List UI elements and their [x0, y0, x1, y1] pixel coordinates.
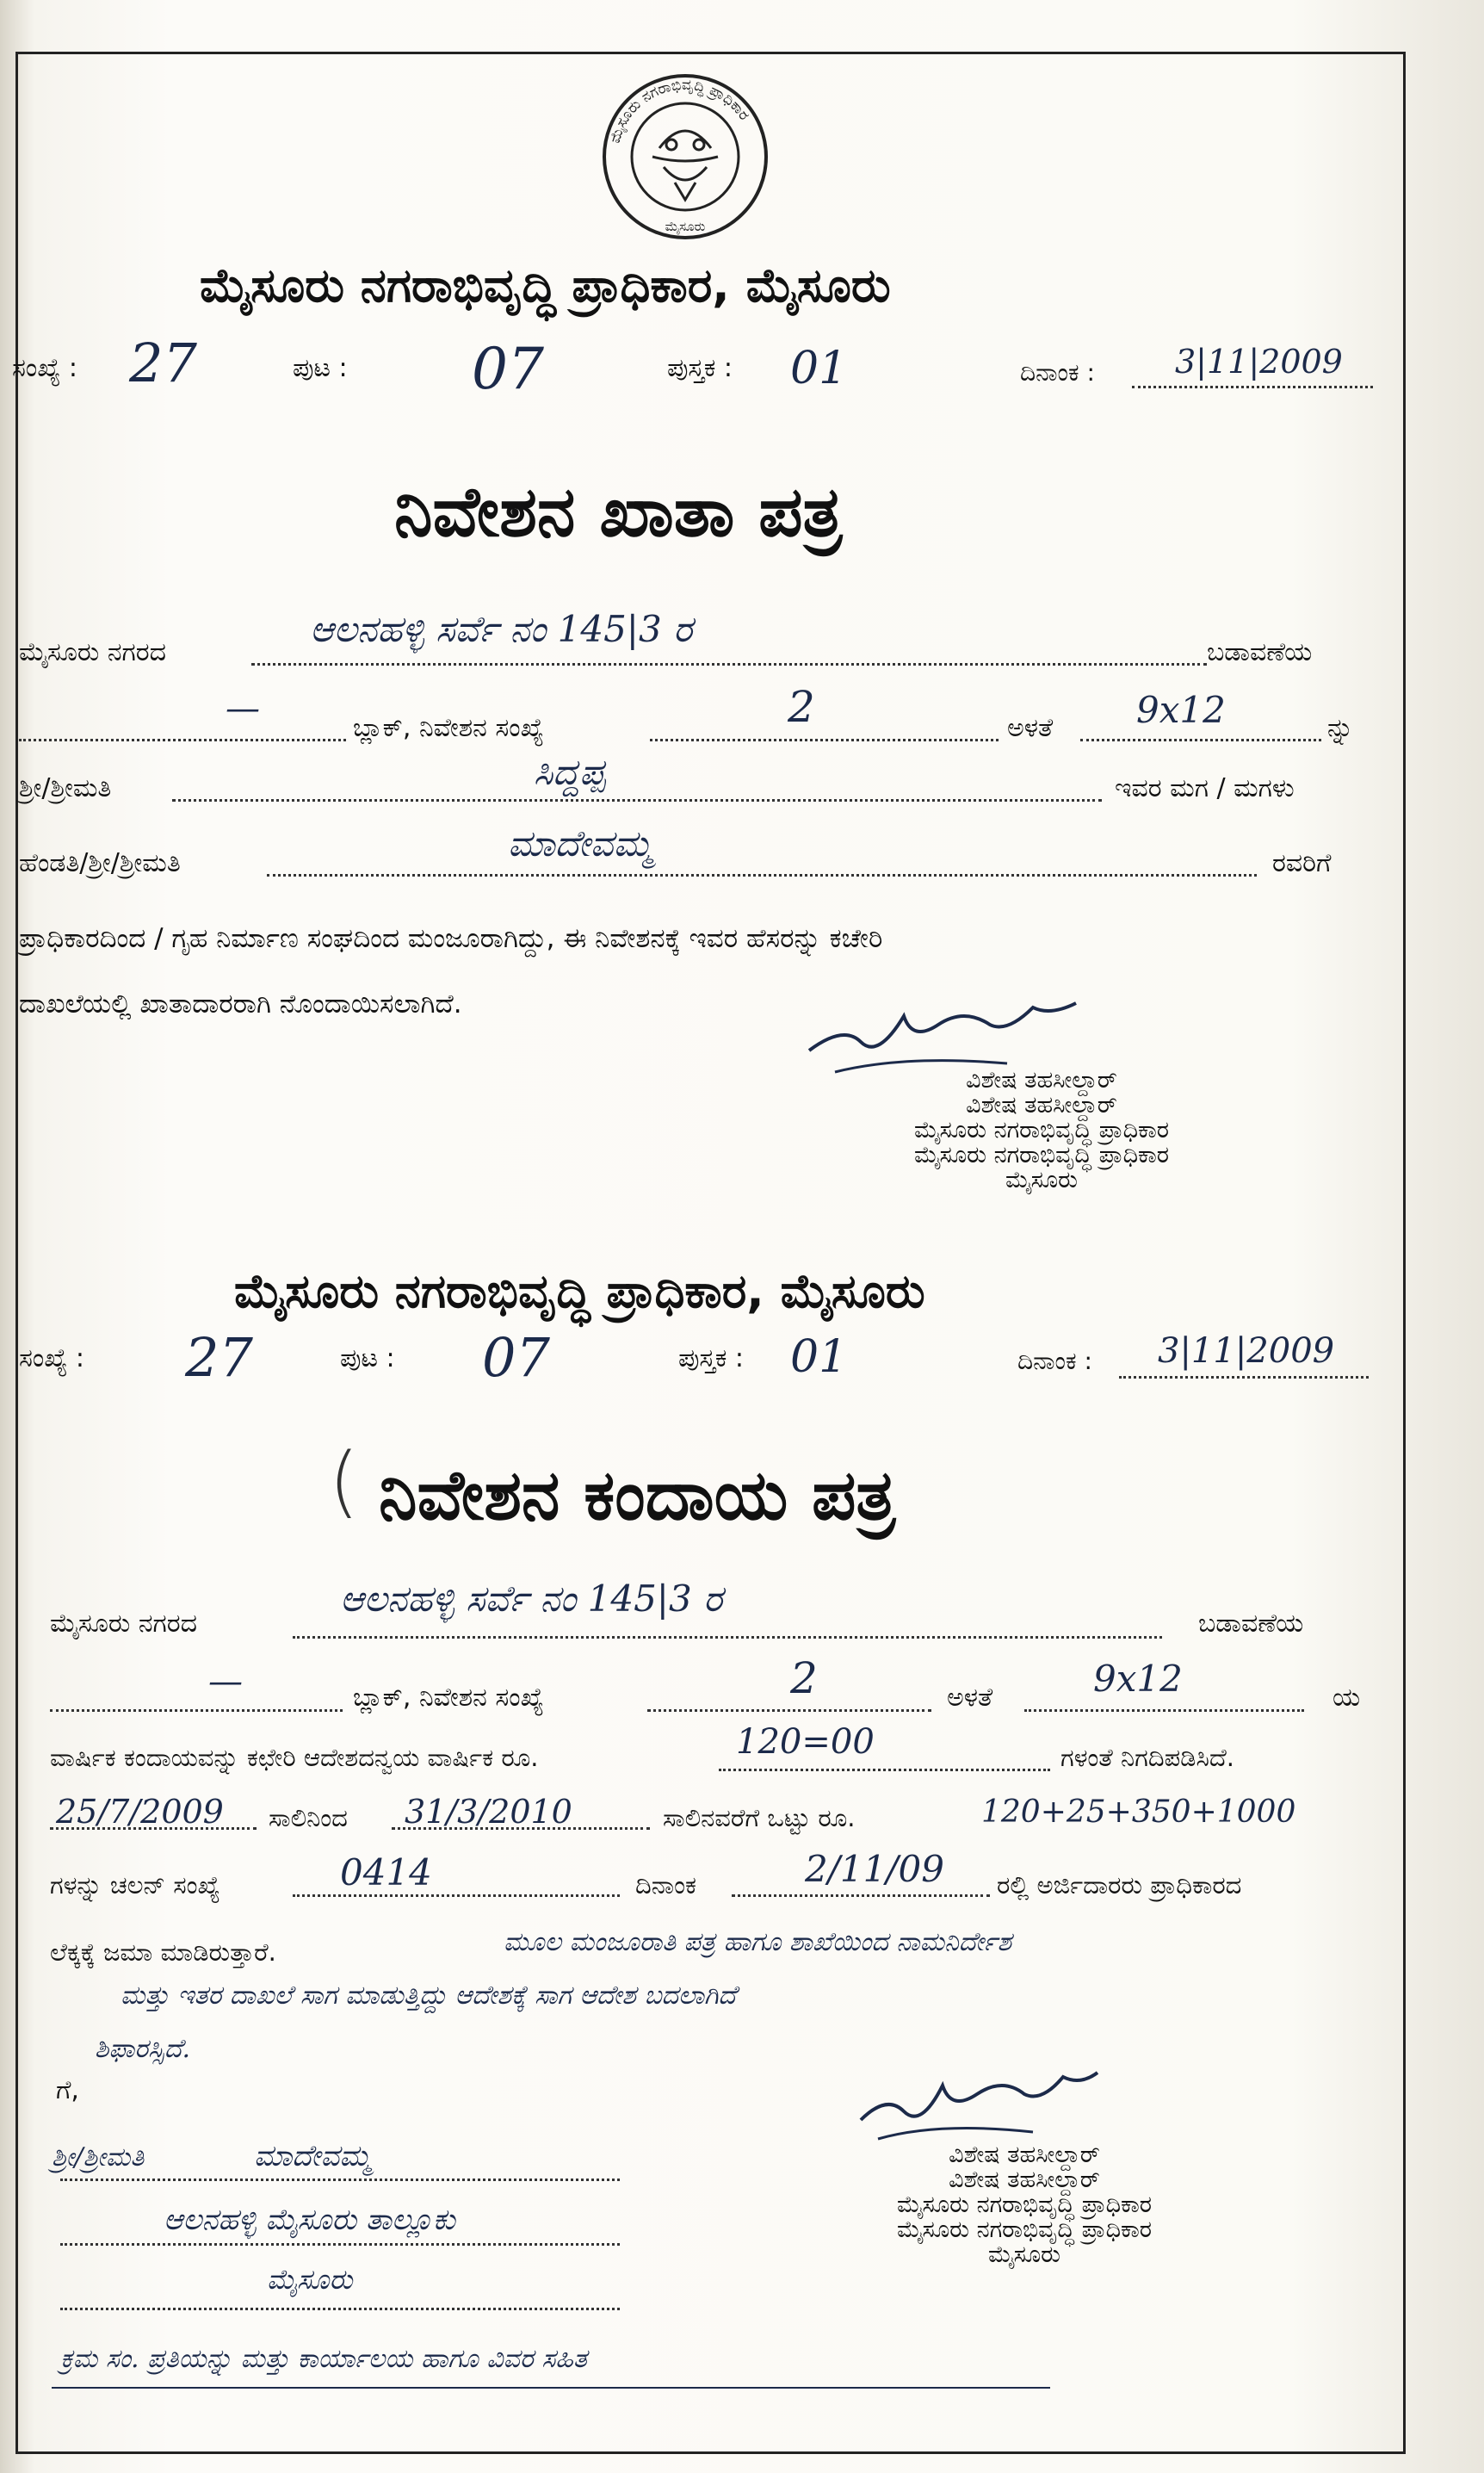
khata-city-label: ಮೈಸೂರು ನಗರದ: [19, 637, 167, 667]
kandaya-book-value: 01: [790, 1331, 848, 1383]
kandaya-page-label: ಪುಟ :: [340, 1343, 395, 1373]
kandaya-layout-value: ಆಲನಹಳ್ಳಿ ಸರ್ವೆ ನಂ 145|3 ರ: [340, 1577, 723, 1620]
kandaya-to-prefix: ಗೆ,: [56, 2075, 79, 2105]
document-page: ಮೈಸೂರು ನಗರಾಭಿವೃದ್ಧಿ ಪ್ರಾಧಿಕಾರ ಮೈಸೂರು ಮೈಸೂರು ನಗರಾಭಿವೃದ್ಧಿ ಪ್ರಾಧಿಕಾರ, ಮೈಸೂರು ಸಂಖ್ಯೆ : 27 ಪುಟ : 07 ಪುಸ್ತಕ : 01 ದಿನಾಂಕ : 3|11|2009 ನಿವೇಶನ ಖಾತಾ ಪತ್ರ ಮೈಸೂರು ನಗರದ ಆಲನಹಳ್ಳಿ ಸರ್ವೆ ನಂ 145|3 ರ ಬಡಾವಣೆಯ — ಬ್ಲಾಕ್, ನಿವೇಶನ ಸಂಖ್ಯೆ 2 ಅಳತೆ 9x12 ನ್ನು ಶ್ರೀ/ಶ್ರೀಮತಿ ಸಿದ್ದಪ್ಪ ಇವರ ಮಗ / ಮಗಳು ಹೆಂಡತಿ/ಶ್ರೀ/ಶ್ರೀಮತಿ ಮಾದೇವಮ್ಮ ರವರಿಗೆ ಪ್ರಾಧಿಕಾರದಿಂದ / ಗೃಹ ನಿರ್ಮಾಣ ಸಂಘದಿಂದ ಮಂಜೂರಾಗಿದ್ದು, ಈ ನಿವೇಶನಕ್ಕೆ ಇವರ ಹೆಸರನ್ನು ಕಚೇರಿ ದಾಖಲೆಯಲ್ಲಿ ಖಾತಾದಾರರಾಗಿ ನೊಂದಾಯಿಸಲಾಗಿದೆ. ವಿಶೇಷ ತಹಸೀಲ್ದಾರ್ ವಿಶೇಷ ತಹಸೀಲ್ದಾರ್ ಮೈಸೂರು ನಗರಾಭಿವೃದ್ಧಿ ಪ್ರಾಧಿಕಾರ ಮೈಸೂರು ನಗರಾಭಿವೃದ್ಧಿ ಪ್ರಾಧಿಕಾರ ಮೈಸೂರು ಮೈಸೂರು ನಗರಾಭಿವೃದ್ಧಿ ಪ್ರಾಧಿಕಾರ, ಮೈಸೂರು ಸಂಖ್ಯೆ : 27 ಪುಟ : 07 ಪುಸ್ತಕ : 01 ದಿನಾಂಕ : 3|11|2009 ( ನಿವೇಶನ ಕಂದಾಯ ಪತ್ರ ಮೈಸೂರು ನಗರದ ಆಲನಹಳ್ಳಿ ಸರ್ವೆ ನಂ 145|3 ರ ಬಡಾವಣೆಯ — ಬ್ಲಾಕ್, ನಿವೇಶನ ಸಂಖ್ಯೆ 2 ಅಳತೆ 9x12 ಯ ವಾರ್ಷಿಕ ಕಂದಾಯವನ್ನು ಕಛೇರಿ ಆದೇಶದನ್ವಯ ವಾರ್ಷಿಕ ರೂ. 120=00 ಗಳಂತೆ ನಿಗದಿಪಡಿಸಿದೆ. 25/7/2009 ಸಾಲಿನಿಂದ 31/3/2010 ಸಾಲಿನವರೆಗೆ ಒಟ್ಟು ರೂ. 120+25+350+1000 ಗಳನ್ನು ಚಲನ್ ಸಂಖ್ಯೆ 0414 ದಿನಾಂಕ 2/11/09 ರಲ್ಲಿ ಅರ್ಜಿದಾರರು ಪ್ರಾಧಿಕಾರದ ಲೆಕ್ಕಕ್ಕೆ ಜಮಾ ಮಾಡಿರುತ್ತಾರೆ. ಮೂಲ ಮಂಜೂರಾತಿ ಪತ್ರ ಹಾಗೂ ಶಾಖೆಯಿಂದ ನಾಮನಿರ್ದೇಶ ಮತ್ತು ಇತರ ದಾಖಲೆ ಸಾಗ ಮಾಡುತ್ತಿದ್ದು ಆದೇಶಕ್ಕೆ ಸಾಗ ಆದೇಶ ಬದಲಾಗಿದೆ ಶಿಫಾರಸ್ಸಿದೆ. ಗೆ, ಶ್ರೀ/ಶ್ರೀಮತಿ ಮಾದೇವಮ್ಮ ಆಲನಹಳ್ಳಿ ಮೈಸೂರು ತಾಲ್ಲೂಕು ಮೈಸೂರು ವಿಶೇಷ ತಹಸೀಲ್ದಾರ್ ವಿಶೇಷ ತಹಸೀಲ್ದಾರ್ ಮೈಸೂರು ನಗರಾಭಿವೃದ್ಧಿ ಪ್ರಾಧಿಕಾರ ಮೈಸೂರು ನಗರಾಭಿವೃದ್ಧಿ ಪ್ರಾಧಿಕಾರ ಮೈಸೂರು ಕ್ರಮ ಸಂ. ಪ್ರತಿಯನ್ನು ಮತ್ತು ಕಾರ್ಯಾಲಯ ಹಾಗೂ ವಿವರ ಸಹಿತ: [0, 0, 1484, 2473]
kandaya-size-value: 9x12: [1093, 1658, 1183, 1700]
khata-size-value: 9x12: [1136, 689, 1226, 731]
kandaya-challan-value: 0414: [340, 1851, 432, 1893]
kandaya-remark-line-3: ಶಿಫಾರಸ್ಸಿದೆ.: [95, 2034, 191, 2064]
khata-sign-line-2: ವಿಶೇಷ ತಹಸೀಲ್ದಾರ್: [966, 1092, 1117, 1119]
khata-size-suffix: ನ್ನು: [1327, 713, 1354, 743]
khata-layout-value: ಆಲನಹಳ್ಳಿ ಸರ್ವೆ ನಂ 145|3 ರ: [310, 608, 693, 650]
kandaya-from-date: 25/7/2009: [56, 1793, 224, 1831]
kandaya-footer-note: ಕ್ರಮ ಸಂ. ಪ್ರತಿಯನ್ನು ಮತ್ತು ಕಾರ್ಯಾಲಯ ಹಾಗೂ ವಿವರ ಸಹಿತ: [60, 2344, 587, 2374]
page-border: [15, 52, 1406, 2454]
khata-book-value: 01: [790, 343, 848, 394]
kandaya-date-value: 3|11|2009: [1158, 1331, 1335, 1371]
kandaya-sign-line-3: ಮೈಸೂರು ನಗರಾಭಿವೃದ್ಧಿ ಪ್ರಾಧಿಕಾರ: [896, 2191, 1153, 2218]
kandaya-site-number: 2: [790, 1653, 818, 1703]
kandaya-title: ನಿವೇಶನ ಕಂದಾಯ ಪತ್ರ: [379, 1455, 896, 1535]
kandaya-recipient-address-2: ಮೈಸೂರು: [267, 2263, 353, 2296]
khata-relation-label: ಇವರ ಮಗ / ಮಗಳು: [1115, 773, 1295, 803]
khata-owner-value: ಸಿದ್ದಪ್ಪ: [534, 751, 606, 793]
khata-authority-heading: ಮೈಸೂರು ನಗರಾಭಿವೃದ್ಧಿ ಪ್ರಾಧಿಕಾರ, ಮೈಸೂರು: [200, 258, 891, 313]
khata-spouse-label: ಹೆಂಡತಿ/ಶ್ರೀ/ಶ್ರೀಮತಿ: [19, 848, 181, 878]
kandaya-sign-line-1: ವಿಶೇಷ ತಹಸೀಲ್ದಾರ್: [949, 2141, 1100, 2168]
kandaya-remark-line-1: ಮೂಲ ಮಂಜೂರಾತಿ ಪತ್ರ ಹಾಗೂ ಶಾಖೆಯಿಂದ ನಾಮನಿರ್ದೇಶ: [504, 1927, 1012, 1957]
khata-sign-line-3: ಮೈಸೂರು ನಗರಾಭಿವೃದ್ಧಿ ಪ್ರಾಧಿಕಾರ: [913, 1117, 1170, 1144]
kandaya-date-label: ದಿನಾಂಕ :: [1017, 1347, 1092, 1375]
kandaya-remark-line-2: ಮತ್ತು ಇತರ ದಾಖಲೆ ಸಾಗ ಮಾಡುತ್ತಿದ್ದು ಆದೇಶಕ್ಕೆ ಸಾಗ ಆದೇಶ ಬದಲಾಗಿದೆ: [121, 1980, 737, 2011]
khata-sign-line-1: ವಿಶೇಷ ತಹಸೀಲ್ದಾರ್: [966, 1067, 1117, 1094]
kandaya-tax-value: 120=00: [736, 1722, 875, 1762]
kandaya-recipient-address-1: ಆಲನಹಳ್ಳಿ ಮೈಸೂರು ತಾಲ್ಲೂಕು: [164, 2203, 455, 2237]
khata-spouse-value: ಮಾದೇವಮ್ಮ: [508, 822, 653, 865]
kandaya-block-value: —: [208, 1662, 243, 1701]
kandaya-total-amount: 120+25+350+1000: [981, 1794, 1296, 1830]
khata-body-line-1: ಪ್ರಾಧಿಕಾರದಿಂದ / ಗೃಹ ನಿರ್ಮಾಣ ಸಂಘದಿಂದ ಮಂಜೂರಾಗಿದ್ದು, ಈ ನಿವೇಶನಕ್ಕೆ ಇವರ ಹೆಸರನ್ನು ಕಚೇರಿ: [19, 923, 883, 954]
khata-date-label: ದಿನಾಂಕ :: [1020, 358, 1095, 387]
kandaya-authority-heading: ಮೈಸೂರು ನಗರಾಭಿವೃದ್ಧಿ ಪ್ರಾಧಿಕಾರ, ಮೈಸೂರು: [234, 1264, 925, 1318]
kandaya-block-label: ಬ್ಲಾಕ್, ನಿವೇಶನ ಸಂಖ್ಯೆ: [353, 1683, 544, 1713]
kandaya-book-label: ಪುಸ್ತಕ :: [678, 1343, 745, 1373]
khata-title: ನಿವೇಶನ ಖಾತಾ ಪತ್ರ: [394, 472, 843, 552]
khata-block-label: ಬ್ಲಾಕ್, ನಿವೇಶನ ಸಂಖ್ಯೆ: [353, 713, 544, 743]
kandaya-account-label: ಲೆಕ್ಕಕ್ಕೆ ಜಮಾ ಮಾಡಿರುತ್ತಾರೆ.: [50, 1937, 276, 1967]
kandaya-recipient-label: ಶ್ರೀ/ಶ್ರೀಮತಿ: [52, 2142, 145, 2172]
kandaya-sign-line-2: ವಿಶೇಷ ತಹಸೀಲ್ದಾರ್: [949, 2166, 1100, 2193]
kandaya-tax-suffix: ಗಳಂತೆ ನಿಗದಿಪಡಿಸಿದೆ.: [1060, 1743, 1234, 1772]
kandaya-sign-line-4: ಮೈಸೂರು ನಗರಾಭಿವೃದ್ಧಿ ಪ್ರಾಧಿಕಾರ: [896, 2216, 1153, 2243]
kandaya-size-label: ಅಳತೆ: [947, 1683, 993, 1713]
kandaya-to-date: 31/3/2010: [405, 1793, 572, 1831]
kandaya-from-label: ಸಾಲಿನಿಂದ: [269, 1803, 348, 1832]
kandaya-city-label: ಮೈಸೂರು ನಗರದ: [50, 1608, 198, 1639]
khata-site-number: 2: [788, 682, 815, 732]
kandaya-number-label: ಸಂಖ್ಯೆ :: [19, 1343, 85, 1373]
kandaya-sign-line-5: ಮೈಸೂರು: [988, 2241, 1060, 2268]
kandaya-officer-signature: [852, 2060, 1110, 2154]
khata-number-label: ಸಂಖ್ಯೆ :: [12, 353, 78, 383]
kandaya-to-label: ಸಾಲಿನವರೆಗೆ ಒಟ್ಟು ರೂ.: [663, 1803, 856, 1832]
khata-number-value: 27: [129, 332, 197, 394]
seal-bottom-text: ಮೈಸೂರು: [665, 219, 706, 234]
kandaya-challan-suffix: ರಲ್ಲಿ ಅರ್ಜಿದಾರರು ಪ್ರಾಧಿಕಾರದ: [997, 1870, 1242, 1900]
kandaya-tax-label: ವಾರ್ಷಿಕ ಕಂದಾಯವನ್ನು ಕಛೇರಿ ಆದೇಶದನ್ವಯ ವಾರ್ಷಿಕ ರೂ.: [50, 1743, 539, 1772]
kandaya-recipient-name: ಮಾದೇವಮ್ಮ: [254, 2139, 372, 2173]
authority-seal-icon: [599, 71, 771, 243]
svg-text:ಮೈಸೂರು ನಗರಾಭಿವೃದ್ಧಿ ಪ್ರಾಧಿಕಾರ: [607, 77, 753, 146]
kandaya-size-suffix: ಯ: [1333, 1683, 1361, 1713]
kandaya-challan-date: 2/11/09: [805, 1848, 944, 1890]
khata-sign-line-4: ಮೈಸೂರು ನಗರಾಭಿವೃದ್ಧಿ ಪ್ರಾಧಿಕಾರ: [913, 1142, 1170, 1168]
kandaya-layout-suffix: ಬಡಾವಣೆಯ: [1198, 1608, 1304, 1639]
kandaya-number-value: 27: [185, 1326, 253, 1389]
khata-body-line-2: ದಾಖಲೆಯಲ್ಲಿ ಖಾತಾದಾರರಾಗಿ ನೊಂದಾಯಿಸಲಾಗಿದೆ.: [19, 989, 462, 1020]
khata-book-label: ಪುಸ್ತಕ :: [667, 353, 733, 383]
kandaya-page-value: 07: [482, 1326, 550, 1389]
khata-page-value: 07: [472, 336, 544, 402]
khata-date-value: 3|11|2009: [1175, 343, 1343, 381]
khata-page-label: ಪುಟ :: [293, 353, 348, 383]
seal-ring-text: ಮೈಸೂರು ನಗರಾಭಿವೃದ್ಧಿ ಪ್ರಾಧಿಕಾರ: [606, 76, 753, 146]
khata-layout-suffix: ಬಡಾವಣೆಯ: [1207, 637, 1313, 667]
kandaya-challan-date-label: ದಿನಾಂಕ: [635, 1870, 696, 1900]
khata-sign-line-5: ಮೈಸೂರು: [1005, 1167, 1078, 1193]
khata-owner-label: ಶ್ರೀ/ಶ್ರೀಮತಿ: [19, 773, 112, 803]
khata-block-value: —: [226, 689, 260, 728]
kandaya-challan-label: ಗಳನ್ನು ಚಲನ್ ಸಂಖ್ಯೆ: [50, 1870, 220, 1900]
khata-spouse-suffix: ರವರಿಗೆ: [1272, 848, 1332, 878]
khata-size-label: ಅಳತೆ: [1007, 713, 1054, 743]
